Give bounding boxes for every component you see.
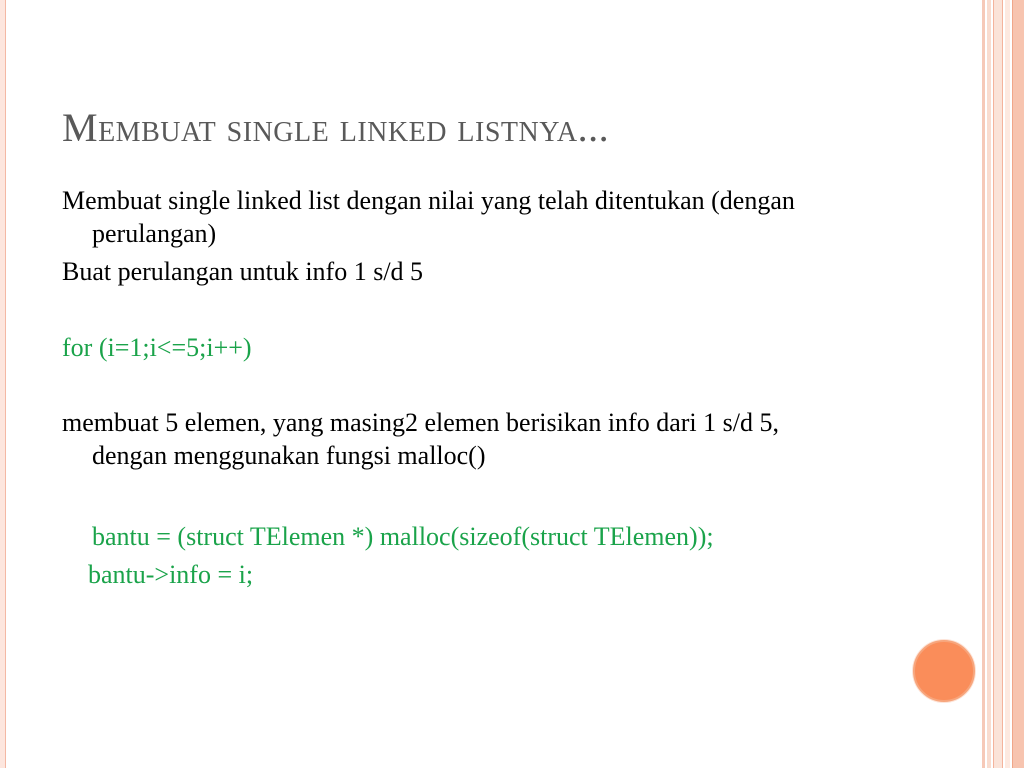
slide-title: Membuat single linked listnya... (62, 105, 610, 150)
code-assign-info: bantu->info = i; (88, 560, 254, 589)
right-stripe (982, 0, 985, 768)
paragraph-malloc-description: membuat 5 elemen, yang masing2 elemen berisikan info dari 1 s/d 5, dengan menggunakan fungsi malloc() (62, 408, 779, 470)
right-stripe (987, 0, 991, 768)
code-for-loop: for (i=1;i<=5;i++) (62, 333, 252, 362)
orange-circle-icon (913, 640, 975, 702)
slide-content (62, 184, 842, 591)
left-border (0, 0, 6, 768)
paragraph-intro: Membuat single linked list dengan nilai yang telah ditentukan (dengan perulangan) (62, 186, 795, 248)
code-malloc-line: bantu = (struct TElemen *) malloc(sizeof(struct TElemen)); (92, 522, 714, 551)
right-stripe (1005, 0, 1010, 768)
right-stripe (1012, 0, 1024, 768)
paragraph-loop-description: Buat perulangan untuk info 1 s/d 5 (62, 257, 424, 286)
right-stripe (993, 0, 1003, 768)
